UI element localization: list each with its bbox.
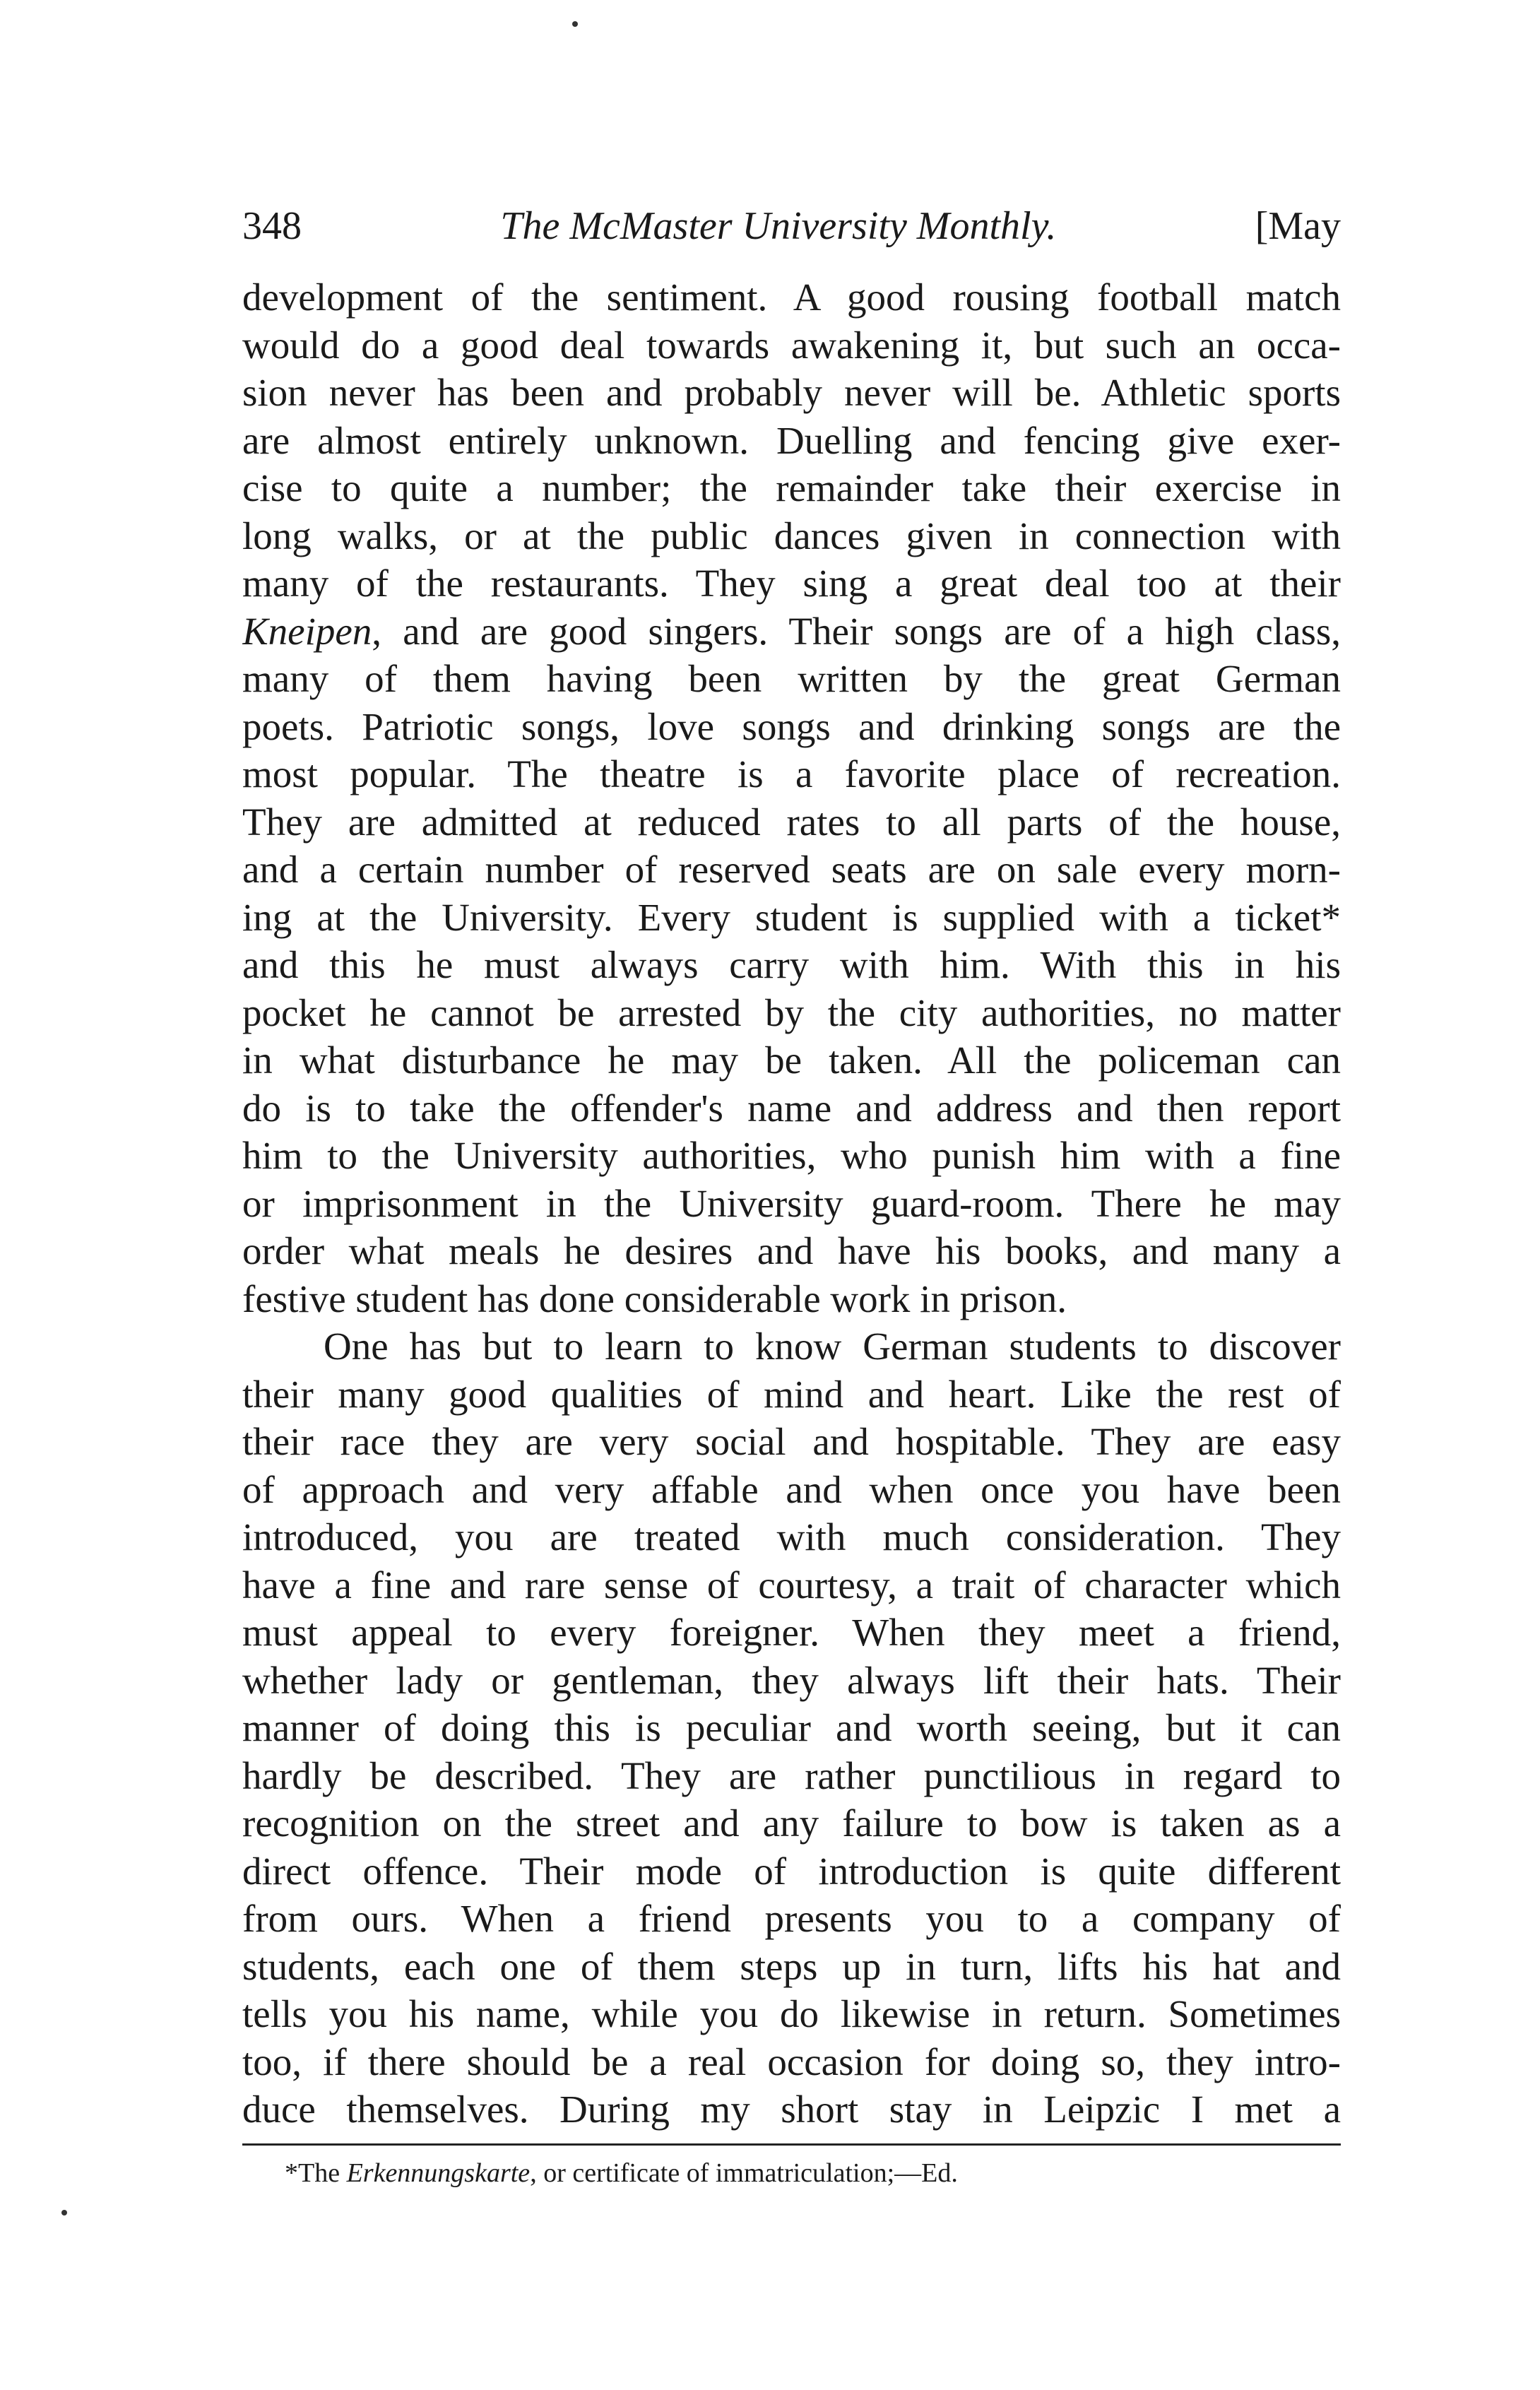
text-line: cise to quite a number; the remainder take their exercise in xyxy=(242,466,1341,509)
text-line: poets. Patriotic songs, love songs and drinking songs are the xyxy=(242,704,1341,748)
text-line: festive student has done considerable work in prison. xyxy=(242,1277,1067,1320)
footnote-term: Erkennungskarte xyxy=(346,2158,531,2188)
text-line: direct offence. Their mode of introduction is quite different xyxy=(242,1849,1341,1893)
text-line: from ours. When a friend presents you to a company of xyxy=(242,1897,1341,1940)
text-line: and a certain number of reserved seats are on sale every morn- xyxy=(242,848,1341,891)
text-line: must appeal to every foreigner. When they meet a friend, xyxy=(242,1611,1341,1654)
page xyxy=(242,201,1341,2191)
footnote-rule xyxy=(242,2143,1341,2146)
journal-title: The McMaster University Monthly. xyxy=(500,204,1057,248)
text-line: manner of doing this is peculiar and worth seeing, but it can xyxy=(242,1706,1341,1749)
text-line: of approach and very affable and when once you have been xyxy=(242,1467,1341,1511)
text-line: whether lady or gentleman, they always lift their hats. Their xyxy=(242,1658,1341,1702)
text-line: have a fine and rare sense of courtesy, a trait of character which xyxy=(242,1563,1341,1607)
text-line: many of the restaurants. They sing a great deal too at their xyxy=(242,562,1341,605)
text-line: tells you his name, while you do likewise in return. Sometimes xyxy=(242,1992,1341,2035)
footnote-text: , or certificate of immatriculation;—Ed. xyxy=(530,2158,958,2188)
text-line: and this he must always carry with him. With this in his xyxy=(242,943,1341,986)
text-line: are almost entirely unknown. Duelling and fencing give exer- xyxy=(242,418,1341,462)
scan-speck xyxy=(572,21,578,27)
text-line: One has but to learn to know German students to discover xyxy=(324,1325,1341,1368)
issue-month: [May xyxy=(1255,204,1341,248)
text-line: pocket he cannot be arrested by the city authorities, no matter xyxy=(242,990,1341,1034)
text-line: in what disturbance he may be taken. All the policeman can xyxy=(242,1039,1341,1082)
scan-speck xyxy=(61,2210,67,2216)
text-line: their race they are very social and hospitable. They are easy xyxy=(242,1420,1341,1463)
text-line: duce themselves. During my short stay in Leipzic I met a xyxy=(242,2088,1341,2131)
running-head xyxy=(242,201,1341,252)
text-line: Kneipen, and are good singers. Their songs are of a high class, xyxy=(242,609,1341,653)
text-line: development of the sentiment. A good rousing football match xyxy=(242,276,1341,319)
text-line: hardly be described. They are rather punctilious in regard to xyxy=(242,1753,1341,1797)
footnote-marker: *The xyxy=(285,2158,340,2188)
text-line: would do a good deal towards awakening it, but such an occa- xyxy=(242,323,1341,367)
text-line: do is to take the offender's name and address and then report xyxy=(242,1086,1341,1130)
text-line: their many good qualities of mind and heart. Like the rest of xyxy=(242,1372,1341,1416)
text-line: ing at the University. Every student is supplied with a ticket* xyxy=(242,895,1341,939)
text-line: order what meals he desires and have his books, and many a xyxy=(242,1229,1341,1272)
article-body xyxy=(242,273,1341,2134)
text-line: recognition on the street and any failure to bow is taken as a xyxy=(242,1802,1341,1845)
text-line: sion never has been and probably never will be. Athletic sports xyxy=(242,371,1341,414)
text-line: introduced, you are treated with much consideration. They xyxy=(242,1515,1341,1558)
text-line: students, each one of them steps up in turn, lifts his hat and xyxy=(242,1944,1341,1988)
text-line: too, if there should be a real occasion for doing so, they intro- xyxy=(242,2040,1341,2083)
text-line: They are admitted at reduced rates to all parts of the house, xyxy=(242,800,1341,844)
text-line: many of them having been written by the great German xyxy=(242,657,1341,700)
text-line: or imprisonment in the University guard-room. There he may xyxy=(242,1181,1341,1225)
text-line: him to the University authorities, who punish him with a fine xyxy=(242,1134,1341,1177)
page-number: 348 xyxy=(242,204,302,248)
text-line: long walks, or at the public dances given in connection with xyxy=(242,514,1341,557)
footnote xyxy=(242,2155,1341,2191)
text-line: most popular. The theatre is a favorite place of recreation. xyxy=(242,752,1341,795)
